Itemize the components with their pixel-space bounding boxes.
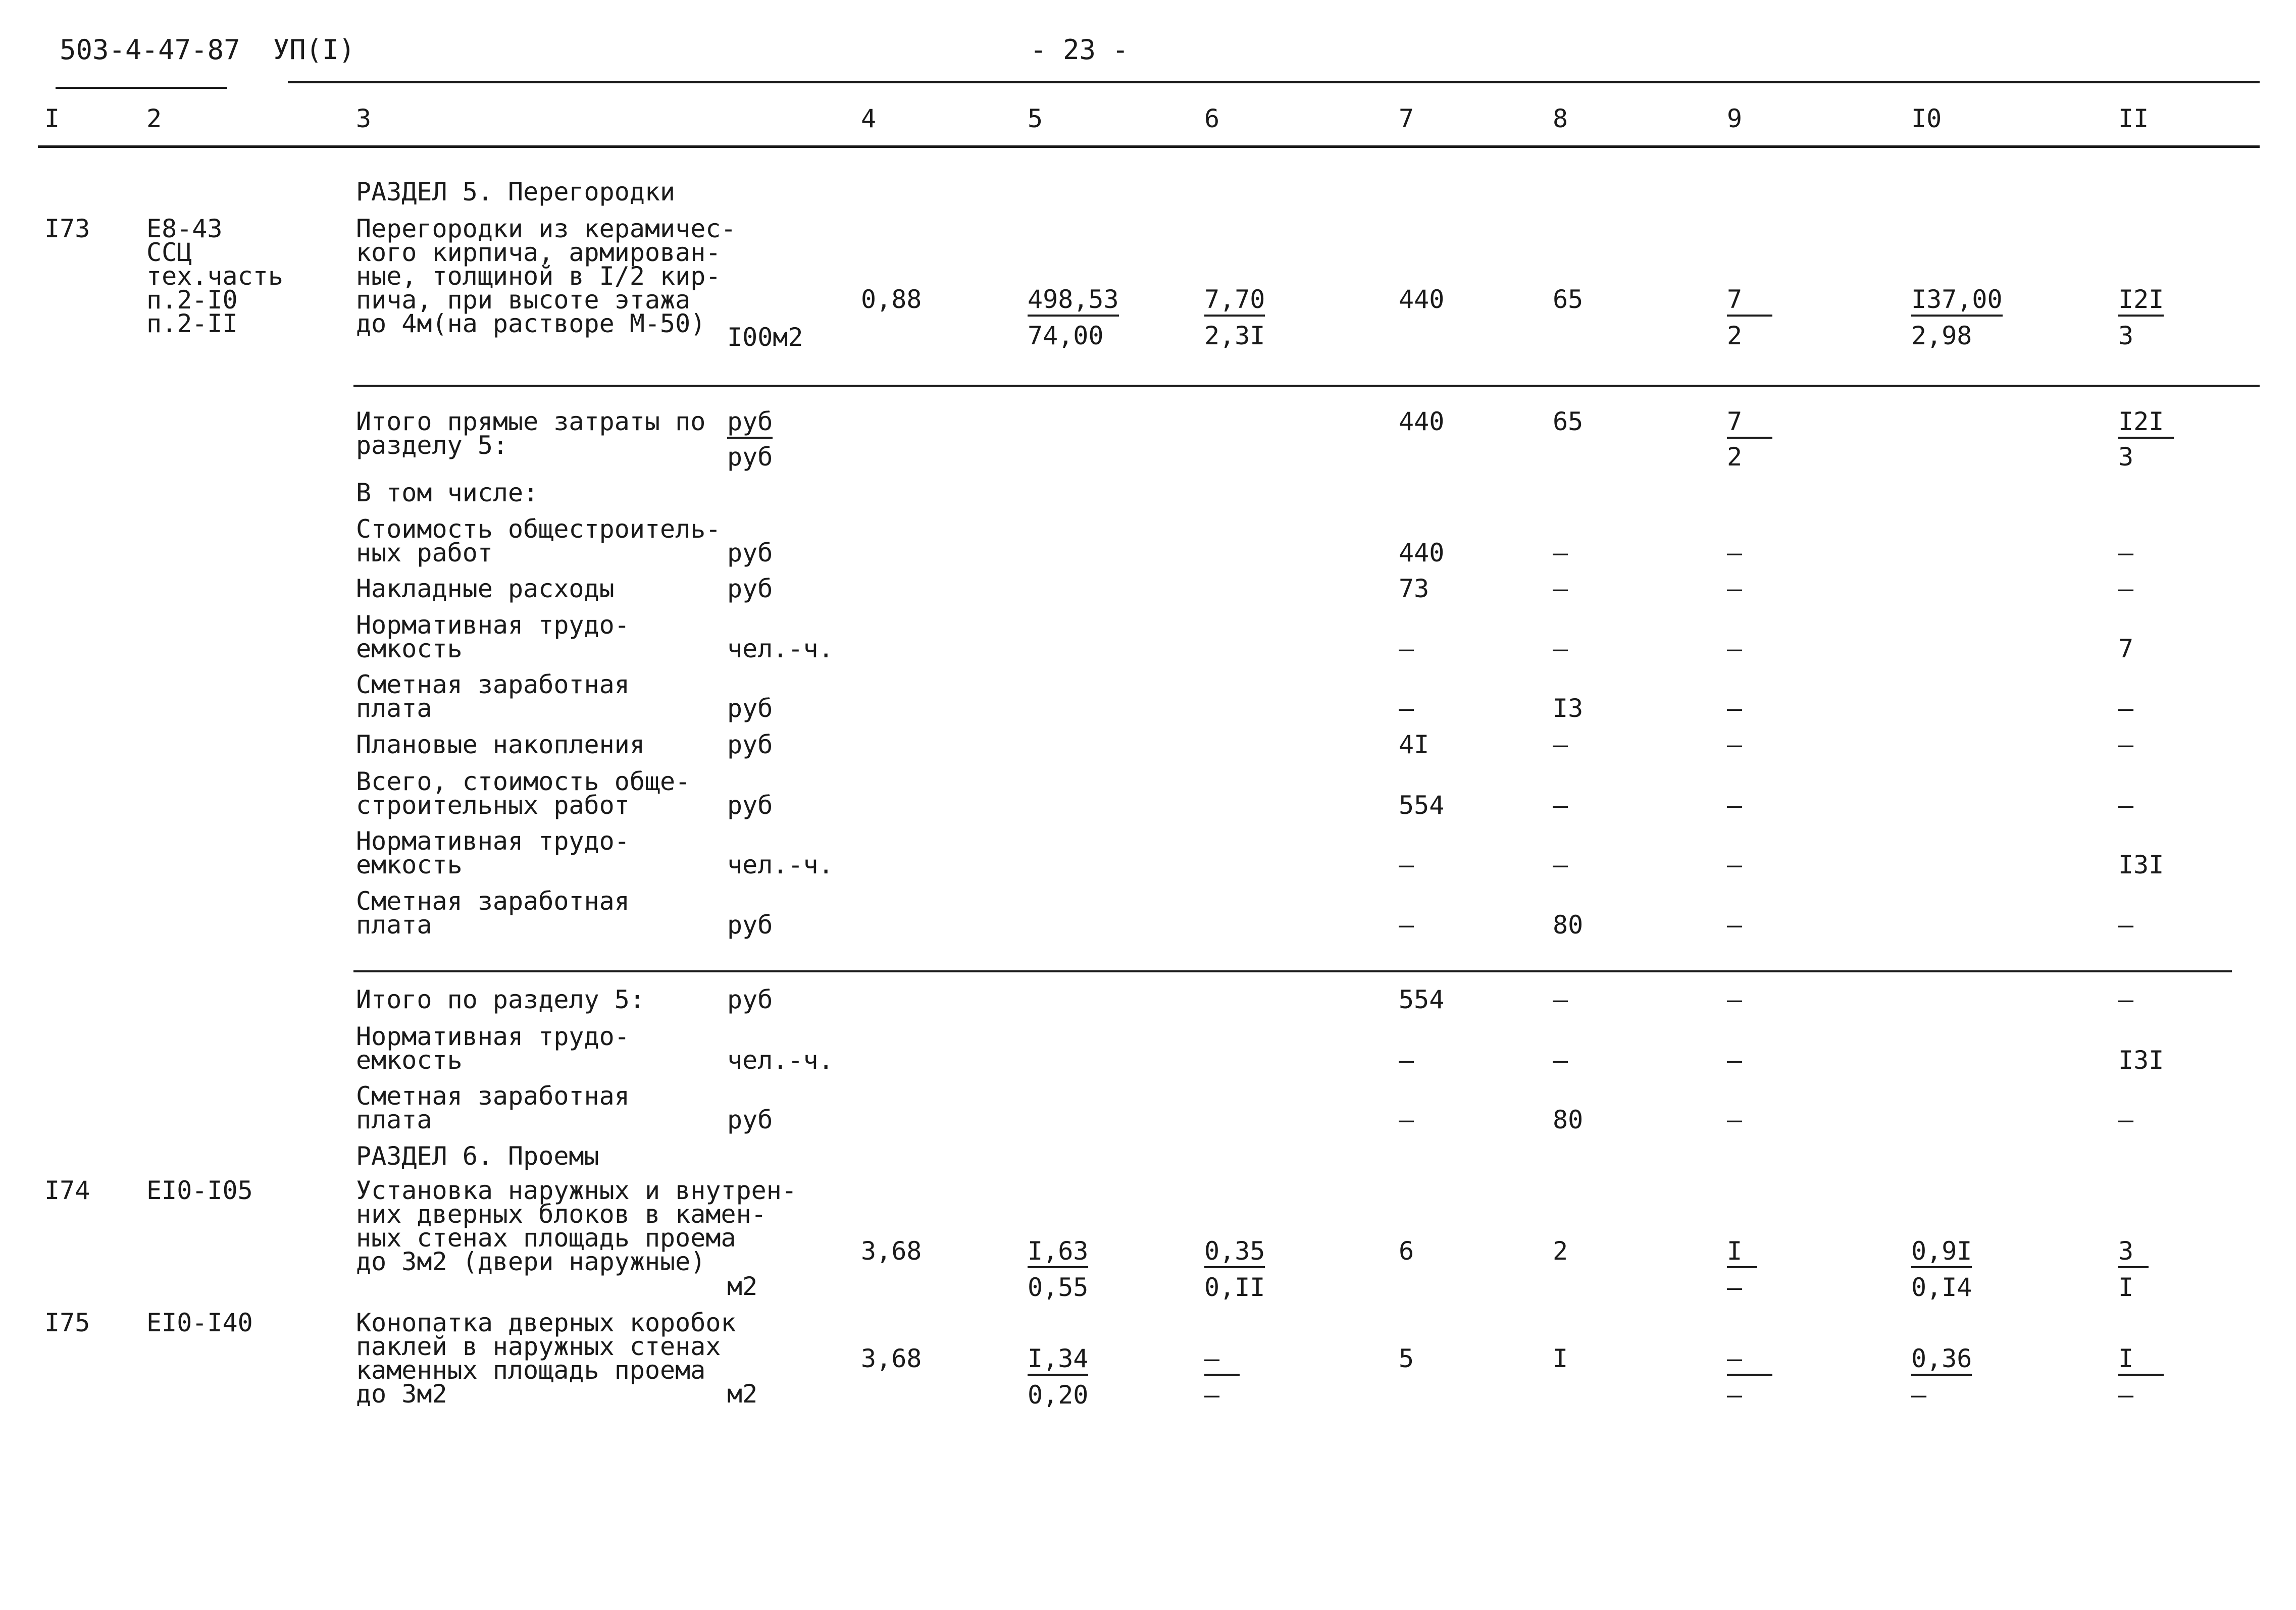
labor-total-machinery: 3: [2118, 321, 2134, 350]
row-col9: –: [1727, 910, 1743, 940]
row-col9: –: [1727, 574, 1743, 603]
row-col11: –: [2118, 1105, 2134, 1134]
row-col7: –: [1399, 910, 1414, 940]
labor-total: I: [2118, 1344, 2164, 1376]
direct-costs-col11-top: I2I: [2118, 407, 2174, 439]
col-9-number: 9: [1727, 104, 1743, 133]
labor-total-machinery: I: [2118, 1273, 2134, 1302]
row-unit: руб: [727, 791, 773, 820]
unit-price-machinery: 7,70: [1204, 285, 1265, 317]
labor-per-unit-machinery: 0,I4: [1911, 1273, 1972, 1302]
item-number: I73: [44, 214, 90, 243]
labor-total: 3: [2118, 1236, 2149, 1268]
row-label: Сметная заработная плата: [356, 1081, 630, 1134]
direct-costs-unit-2: руб: [727, 442, 773, 472]
cost-total: 6: [1399, 1236, 1414, 1266]
row-col7: –: [1399, 694, 1414, 723]
unit-price-total: 498,53: [1028, 285, 1119, 317]
col-8-number: 8: [1553, 104, 1568, 133]
item-unit: м2: [727, 1272, 758, 1301]
col-2-number: 2: [146, 104, 162, 133]
row-col7: 554: [1399, 791, 1445, 820]
row-col8: –: [1553, 791, 1568, 820]
direct-costs-col7: 440: [1399, 407, 1445, 436]
rule-before-section-total: [353, 970, 2232, 972]
row-label: Нормативная трудо- емкость: [356, 826, 630, 879]
row-label: Сметная заработная плата: [356, 887, 630, 940]
item-unit: м2: [727, 1379, 758, 1409]
row-col7: –: [1399, 1105, 1414, 1134]
header-rule: [288, 81, 2260, 83]
direct-costs-col9-bottom: 2: [1727, 442, 1743, 472]
unit-price-total: I,63: [1028, 1236, 1088, 1268]
cost-total: 440: [1399, 285, 1445, 314]
col-5-number: 5: [1028, 104, 1043, 133]
row-col11: –: [2118, 791, 2134, 820]
row-label: Нормативная трудо- емкость: [356, 1022, 630, 1075]
row-unit: чел.-ч.: [727, 1046, 834, 1075]
direct-costs-col11-bottom: 3: [2118, 442, 2134, 472]
row-col11: –: [2118, 985, 2134, 1014]
row-col11: I3I: [2118, 850, 2164, 879]
item-description: Конопатка дверных коробок паклей в наружных стенах каменных площадь проема до 3м2: [356, 1308, 736, 1409]
row-unit: чел.-ч.: [727, 634, 834, 663]
row-label: Итого по разделу 5:: [356, 985, 645, 1014]
labor-per-unit: 0,36: [1911, 1344, 1972, 1376]
labor-per-unit: I37,00: [1911, 285, 2003, 317]
labor-total: I2I: [2118, 285, 2164, 317]
row-col7: 440: [1399, 538, 1445, 567]
row-col11: 7: [2118, 634, 2134, 663]
row-col7: –: [1399, 634, 1414, 663]
unit-price-machinery-wage: –: [1204, 1380, 1220, 1410]
cost-machinery: 7: [1727, 285, 1772, 317]
col-3-number: 3: [356, 104, 372, 133]
section-6-title: РАЗДЕЛ 6. Проемы: [356, 1141, 599, 1171]
row-col8: –: [1553, 574, 1568, 603]
row-col11: –: [2118, 574, 2134, 603]
labor-per-unit-machinery: –: [1911, 1380, 1927, 1410]
row-col8: 80: [1553, 1105, 1584, 1134]
row-col8: –: [1553, 634, 1568, 663]
row-col8: –: [1553, 730, 1568, 759]
document-code: 503-4-47-87 УП(I): [60, 34, 355, 66]
row-unit: руб: [727, 1105, 773, 1134]
including-label: В том числе:: [356, 478, 539, 507]
labor-per-unit: 0,9I: [1911, 1236, 1972, 1268]
row-col8: –: [1553, 538, 1568, 567]
unit-price-wage: 0,55: [1028, 1273, 1089, 1302]
cost-wage: 65: [1553, 285, 1584, 314]
item-quantity: 3,68: [861, 1236, 922, 1266]
unit-price-machinery: –: [1204, 1344, 1240, 1376]
item-quantity: 3,68: [861, 1344, 922, 1373]
page-number: - 23 -: [1030, 34, 1129, 66]
row-col9: –: [1727, 694, 1743, 723]
row-col9: –: [1727, 791, 1743, 820]
col-6-number: 6: [1204, 104, 1220, 133]
row-unit: чел.-ч.: [727, 850, 834, 879]
col-10-number: I0: [1911, 104, 1942, 133]
row-label: Всего, стоимость обще- строительных работ: [356, 767, 691, 820]
col-11-number: II: [2118, 104, 2149, 133]
row-col7: 73: [1399, 574, 1430, 603]
row-label: Стоимость общестроитель- ных работ: [356, 514, 721, 567]
row-col8: –: [1553, 850, 1568, 879]
row-col9: –: [1727, 1105, 1743, 1134]
cost-wage: I: [1553, 1344, 1568, 1373]
section-5-title: РАЗДЕЛ 5. Перегородки: [356, 177, 676, 206]
unit-price-total: I,34: [1028, 1344, 1088, 1376]
row-col11: –: [2118, 694, 2134, 723]
row-col9: –: [1727, 850, 1743, 879]
direct-costs-label: Итого прямые затраты по разделу 5:: [356, 407, 706, 460]
row-col9: –: [1727, 985, 1743, 1014]
cost-total: 5: [1399, 1344, 1414, 1373]
item-code: ЕI0-I40: [146, 1308, 253, 1337]
item-code: Е8-43 ССЦ тех.часть п.2-I0 п.2-II: [146, 214, 283, 338]
cost-machinery-wage: 2: [1727, 321, 1743, 350]
item-description: Перегородки из керамичес- кого кирпича, армирован- ные, толщиной в I/2 кир- пича, при высоте этажа до 4м(на растворе М-50): [356, 214, 736, 338]
cost-wage: 2: [1553, 1236, 1568, 1266]
row-label: Сметная заработная плата: [356, 670, 630, 723]
item-number: I75: [44, 1308, 90, 1337]
unit-price-machinery-wage: 2,3I: [1204, 321, 1265, 350]
item-quantity: 0,88: [861, 285, 922, 314]
unit-price-machinery-wage: 0,II: [1204, 1273, 1265, 1302]
row-col7: –: [1399, 850, 1414, 879]
row-col7: –: [1399, 1046, 1414, 1075]
row-col11: –: [2118, 730, 2134, 759]
row-col7: 4I: [1399, 730, 1430, 759]
col-7-number: 7: [1399, 104, 1414, 133]
unit-price-wage: 74,00: [1028, 321, 1104, 350]
col-4-number: 4: [861, 104, 877, 133]
row-unit: руб: [727, 910, 773, 940]
header-rule-short: [56, 87, 227, 89]
row-unit: руб: [727, 538, 773, 567]
row-col11: –: [2118, 538, 2134, 567]
row-col9: –: [1727, 1046, 1743, 1075]
row-col9: –: [1727, 634, 1743, 663]
row-col11: –: [2118, 910, 2134, 940]
row-label: Накладные расходы: [356, 574, 615, 603]
unit-price-wage: 0,20: [1028, 1380, 1089, 1410]
direct-costs-col9-top: 7: [1727, 407, 1772, 439]
row-unit: руб: [727, 985, 773, 1014]
row-label: Плановые накопления: [356, 730, 645, 759]
row-unit: руб: [727, 574, 773, 603]
row-col11: I3I: [2118, 1046, 2164, 1075]
direct-costs-col8: 65: [1553, 407, 1584, 436]
labor-total-machinery: –: [2118, 1380, 2134, 1410]
row-col8: 80: [1553, 910, 1584, 940]
cost-machinery: I: [1727, 1236, 1757, 1268]
row-label: Нормативная трудо- емкость: [356, 610, 630, 663]
row-col8: –: [1553, 1046, 1568, 1075]
row-col7: 554: [1399, 985, 1445, 1014]
labor-per-unit-machinery: 2,98: [1911, 321, 1972, 350]
rule-after-item-173: [353, 385, 2260, 387]
row-col9: –: [1727, 538, 1743, 567]
row-unit: руб: [727, 694, 773, 723]
item-code: ЕI0-I05: [146, 1176, 253, 1205]
cost-machinery-wage: –: [1727, 1380, 1743, 1410]
cost-machinery-wage: –: [1727, 1273, 1743, 1302]
unit-price-machinery: 0,35: [1204, 1236, 1265, 1268]
item-unit: I00м2: [727, 323, 803, 352]
item-number: I74: [44, 1176, 90, 1205]
item-description: Установка наружных и внутрен- них дверных блоков в камен- ных стенах площадь проема до 3м2 (двери наружные): [356, 1176, 797, 1276]
cost-machinery: –: [1727, 1344, 1772, 1376]
row-col8: I3: [1553, 694, 1584, 723]
row-col9: –: [1727, 730, 1743, 759]
row-unit: руб: [727, 730, 773, 759]
col-1-number: I: [44, 104, 60, 133]
column-header-rule: [38, 145, 2260, 148]
direct-costs-unit-1: руб: [727, 407, 773, 439]
row-col8: –: [1553, 985, 1568, 1014]
